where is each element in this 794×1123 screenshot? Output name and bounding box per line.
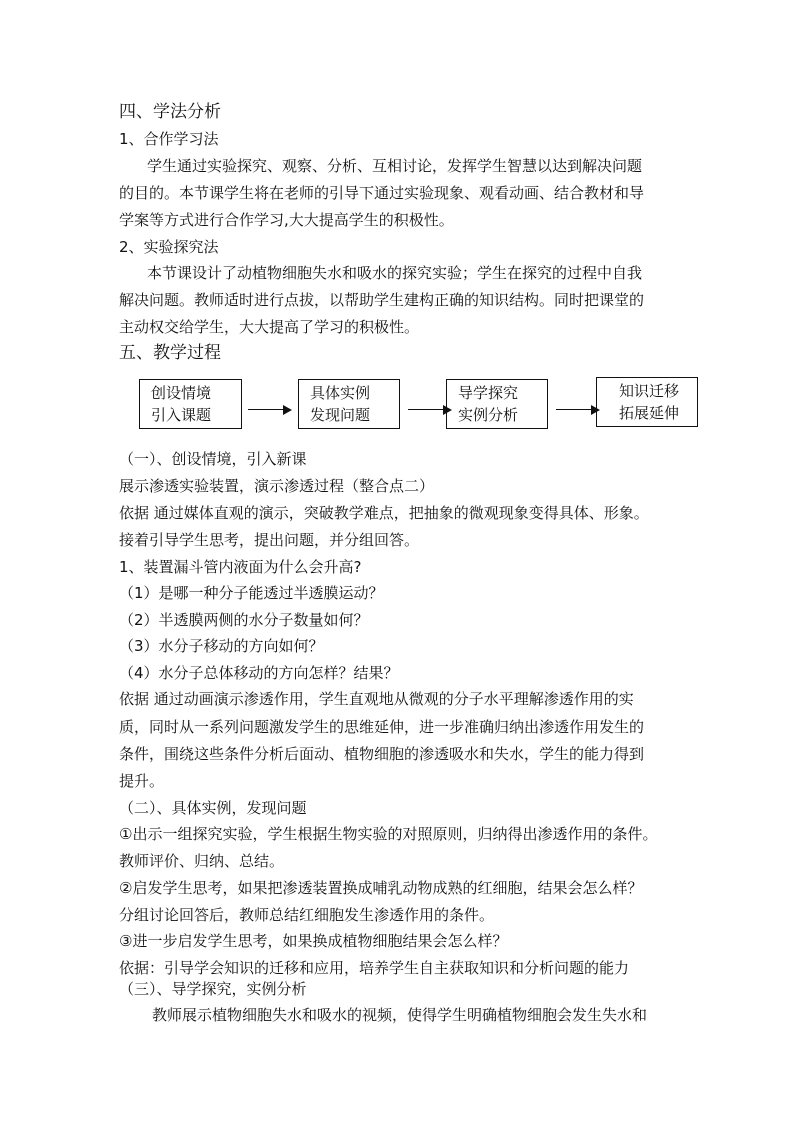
question-line: （4）水分子总体移动的方向怎样？结果？ (119, 664, 399, 682)
method-1-paragraph-line: 的目的。本节课学生将在老师的引导下通过实验现象、观看动画、结合教材和导 (119, 184, 645, 202)
question-line: （1）是哪一种分子能透过半透膜运动？ (119, 584, 384, 602)
flow-step-3 (446, 379, 548, 429)
question-line: （3）水分子移动的方向如何？ (119, 637, 324, 655)
section-4-heading: 四、学法分析 (119, 102, 221, 122)
body-line: ②启发学生思考，如果把渗透装置换成哺乳动物成熟的红细胞，结果会怎么样？ (119, 879, 643, 897)
flow-step-2-line2: 发现问题 (310, 406, 371, 424)
body-line: 依据 通过媒体直观的演示，突破教学难点，把抽象的微观现象变得具体、形象。 (119, 504, 649, 522)
body-line: 提升。 (119, 772, 165, 790)
method-1-heading: 1、合作学习法 (119, 130, 219, 148)
subsection-heading: （三）、导学探究，实例分析 (119, 980, 307, 998)
body-line: 分组讨论回答后，教师总结红细胞发生渗透作用的条件。 (119, 906, 495, 924)
body-line: 教师评价、归纳、总结。 (119, 852, 285, 870)
method-1-paragraph-line: 学案等方式进行合作学习,大大提高学生的积极性。 (119, 211, 454, 229)
question-line: （2）半透膜两侧的水分子数量如何？ (119, 611, 369, 629)
flow-step-1 (139, 379, 242, 429)
body-line: 质，同时从一系列问题激发学生的思维延伸，进一步准确归纳出渗透作用发生的 (119, 718, 645, 736)
body-line: 条件，围绕这些条件分析后面动、植物细胞的渗透吸水和失水，学生的能力得到 (119, 745, 645, 763)
flow-arrow-3 (556, 405, 600, 415)
body-line: 依据 通过动画演示渗透作用，学生直观地从微观的分子水平理解渗透作用的实 (119, 690, 634, 708)
method-2-paragraph-line: 解决问题。教师适时进行点拔，以帮助学生建构正确的知识结构。同时把课堂的 (119, 291, 645, 309)
method-2-heading: 2、实验探究法 (119, 238, 219, 256)
body-line: 教师展示植物细胞失水和吸水的视频，使得学生明确植物细胞会发生失水和 (152, 1006, 648, 1024)
section-5-heading: 五、教学过程 (119, 343, 221, 363)
subsection-heading: （二）、具体实例，发现问题 (119, 799, 307, 817)
flow-step-4 (596, 377, 698, 427)
body-line: ①出示一组探究实验，学生根据生物实验的对照原则，归纳得出渗透作用的条件。 (119, 825, 658, 843)
method-2-paragraph-line: 主动权交给学生，大大提高了学习的积极性。 (119, 318, 420, 336)
flow-step-1-line2: 引入课题 (151, 406, 212, 424)
body-line: ③进一步启发学生思考，如果换成植物细胞结果会怎么样？ (119, 932, 508, 950)
method-1-paragraph-line: 学生通过实验探究、观察、分析、互相讨论，发挥学生智慧以达到解决问题 (147, 157, 643, 175)
flow-step-1-line1: 创设情境 (151, 384, 212, 402)
body-line: 依据：引导学会知识的迁移和应用，培养学生自主获取知识和分析问题的能力 (119, 959, 630, 977)
flow-step-4-line2: 拓展延伸 (619, 404, 680, 422)
flow-step-2-line1: 具体实例 (310, 384, 371, 402)
question-line: 1、装置漏斗管内液面为什么会升高? (119, 558, 362, 576)
flow-step-2 (298, 379, 400, 429)
flow-arrow-1 (248, 405, 292, 415)
flow-step-3-line2: 实例分析 (458, 406, 519, 424)
body-line: 展示渗透实验装置，演示渗透过程（整合点二） (119, 477, 435, 495)
method-2-paragraph-line: 本节课设计了动植物细胞失水和吸水的探究实验；学生在探究的过程中自我 (147, 264, 643, 282)
subsection-heading: （一）、创设情境，引入新课 (119, 450, 307, 468)
flow-step-3-line1: 导学探究 (458, 384, 519, 402)
body-line: 接着引导学生思考，提出问题，并分组回答。 (119, 531, 420, 549)
flow-step-4-line1: 知识迁移 (619, 382, 680, 400)
